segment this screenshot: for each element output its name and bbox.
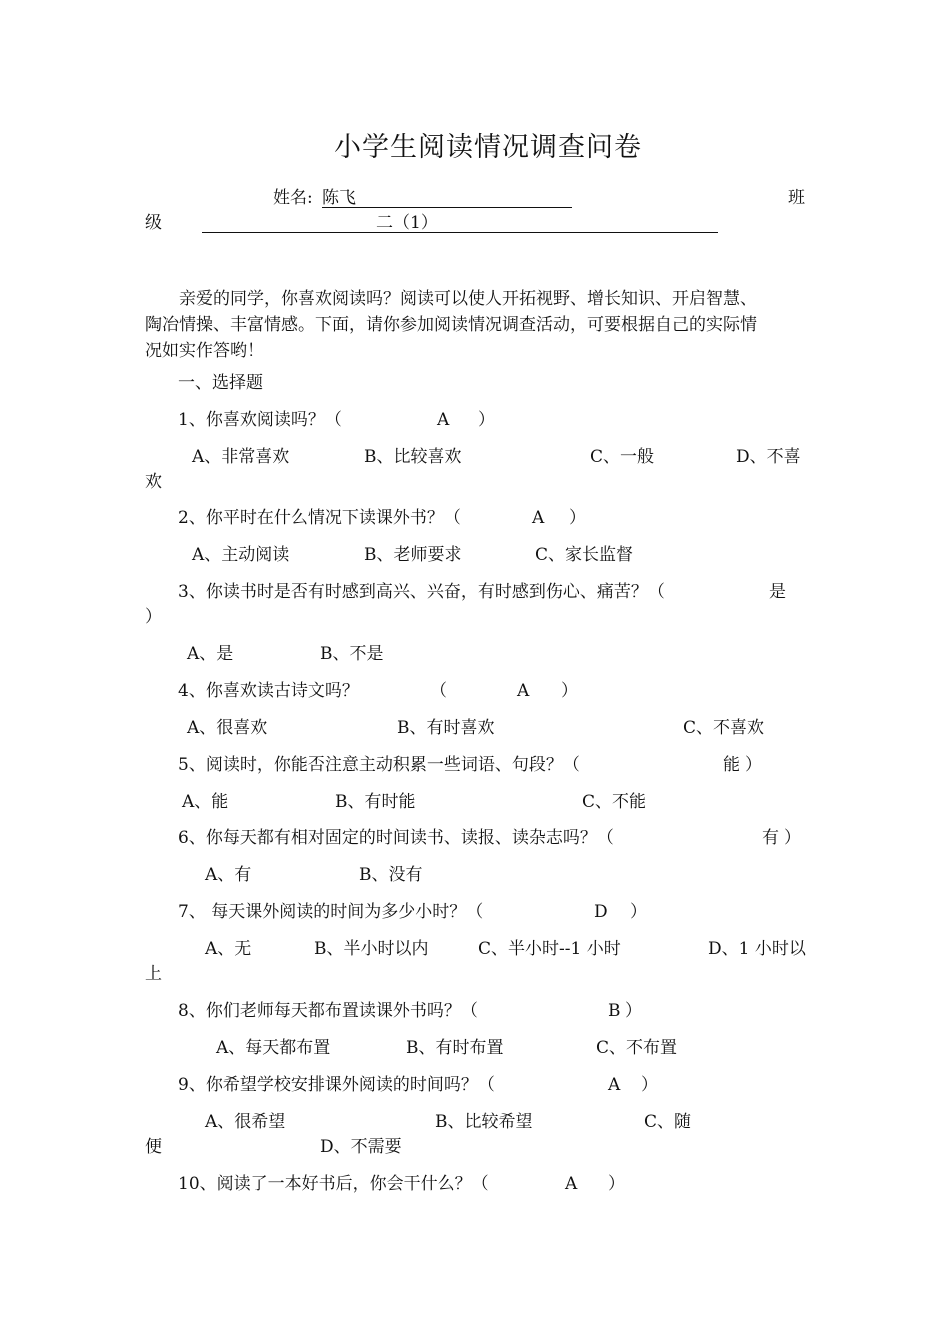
answer-value: 有	[762, 828, 779, 848]
answer-value: A	[437, 410, 450, 430]
option: D、不需要	[320, 1137, 402, 1157]
question-text: 5、阅读时，你能否注意主动积累一些词语、句段？（	[178, 755, 580, 775]
option: D、不喜	[736, 447, 801, 467]
answer-value: B	[608, 1001, 621, 1021]
option: A、能	[182, 792, 229, 812]
question-text: 9、你希望学校安排课外阅读的时间吗？（	[178, 1075, 495, 1095]
document-title: 小学生阅读情况调查问卷	[334, 132, 642, 163]
option: A、很希望	[205, 1112, 286, 1132]
intro-line: 亲爱的同学，你喜欢阅读吗？阅读可以使人开拓视野、增长知识、开启智慧、	[179, 289, 757, 309]
option: A、很喜欢	[187, 718, 268, 738]
intro-paragraph	[145, 286, 810, 364]
question-text: 3、你读书时是否有时感到高兴、兴奋，有时感到伤心、痛苦？（	[178, 582, 665, 602]
question-text: 6、你每天都有相对固定的时间读书、读报、读杂志吗？（	[178, 828, 614, 848]
option: B、比较喜欢	[364, 447, 462, 467]
question-text: 8、你们老师每天都布置读课外书吗？（	[178, 1001, 478, 1021]
option: B、半小时以内	[314, 939, 429, 959]
answer-value: 能	[723, 755, 740, 775]
answer-close: ）	[641, 1075, 658, 1095]
option: D、1 小时以	[708, 939, 806, 959]
answer-close: ）	[784, 828, 801, 848]
answer-value: A	[565, 1174, 578, 1194]
answer-close: ）	[561, 681, 578, 701]
question-text: 10、阅读了一本好书后，你会干什么？（	[178, 1174, 489, 1194]
option-wrap: 上	[145, 964, 162, 984]
name-underline	[322, 207, 572, 208]
option: A、每天都布置	[216, 1038, 331, 1058]
answer-value: D	[594, 902, 608, 922]
answer-close: ）	[625, 1001, 642, 1021]
option: C、半小时--1 小时	[478, 939, 621, 959]
answer-value: A	[608, 1075, 621, 1095]
option: C、不能	[582, 792, 647, 812]
class-label-part2: 级	[145, 213, 162, 233]
class-label-part1: 班	[788, 188, 805, 208]
answer-value: A	[517, 681, 530, 701]
option: B、有时能	[335, 792, 416, 812]
option-wrap: 欢	[145, 472, 162, 492]
option: A、无	[205, 939, 252, 959]
option-wrap: 便	[145, 1137, 162, 1157]
option: B、没有	[359, 865, 423, 885]
name-label: 姓名:	[273, 188, 313, 208]
option: C、不布置	[596, 1038, 678, 1058]
answer-value: 是	[769, 582, 786, 602]
answer-value: A	[532, 508, 545, 528]
question-text: 7、 每天课外阅读的时间为多少小时？（	[178, 902, 484, 922]
option: B、不是	[320, 644, 384, 664]
option: B、有时喜欢	[397, 718, 495, 738]
option: A、主动阅读	[192, 545, 290, 565]
option: C、一般	[590, 447, 655, 467]
answer-close: ）	[608, 1174, 625, 1194]
option: C、家长监督	[535, 545, 634, 565]
answer-close: ）	[478, 410, 495, 430]
option: B、比较希望	[435, 1112, 533, 1132]
option: C、随	[644, 1112, 692, 1132]
option: A、非常喜欢	[192, 447, 290, 467]
option: C、不喜欢	[683, 718, 765, 738]
intro-line: 陶冶情操、丰富情感。下面，请你参加阅读情况调查活动，可要根据自己的实际情	[145, 315, 757, 335]
question-text: 2、你平时在什么情况下读课外书？（	[178, 508, 461, 528]
name-value: 陈飞	[322, 188, 356, 208]
question-text: 4、你喜欢读古诗文吗？	[178, 681, 359, 701]
option: B、有时布置	[406, 1038, 504, 1058]
option: B、老师要求	[364, 545, 462, 565]
option: A、是	[187, 644, 234, 664]
answer-open: （	[430, 681, 447, 701]
option: A、有	[205, 865, 252, 885]
section-heading: 一、选择题	[178, 373, 263, 393]
answer-close: ）	[745, 755, 762, 775]
answer-close: ）	[569, 508, 586, 528]
intro-line: 况如实作答哟！	[145, 341, 264, 361]
class-value: 二（1）	[376, 213, 438, 233]
answer-close: ）	[145, 607, 162, 627]
class-underline	[202, 232, 718, 233]
question-text: 1、你喜欢阅读吗？（	[178, 410, 342, 430]
answer-close: ）	[630, 902, 647, 922]
